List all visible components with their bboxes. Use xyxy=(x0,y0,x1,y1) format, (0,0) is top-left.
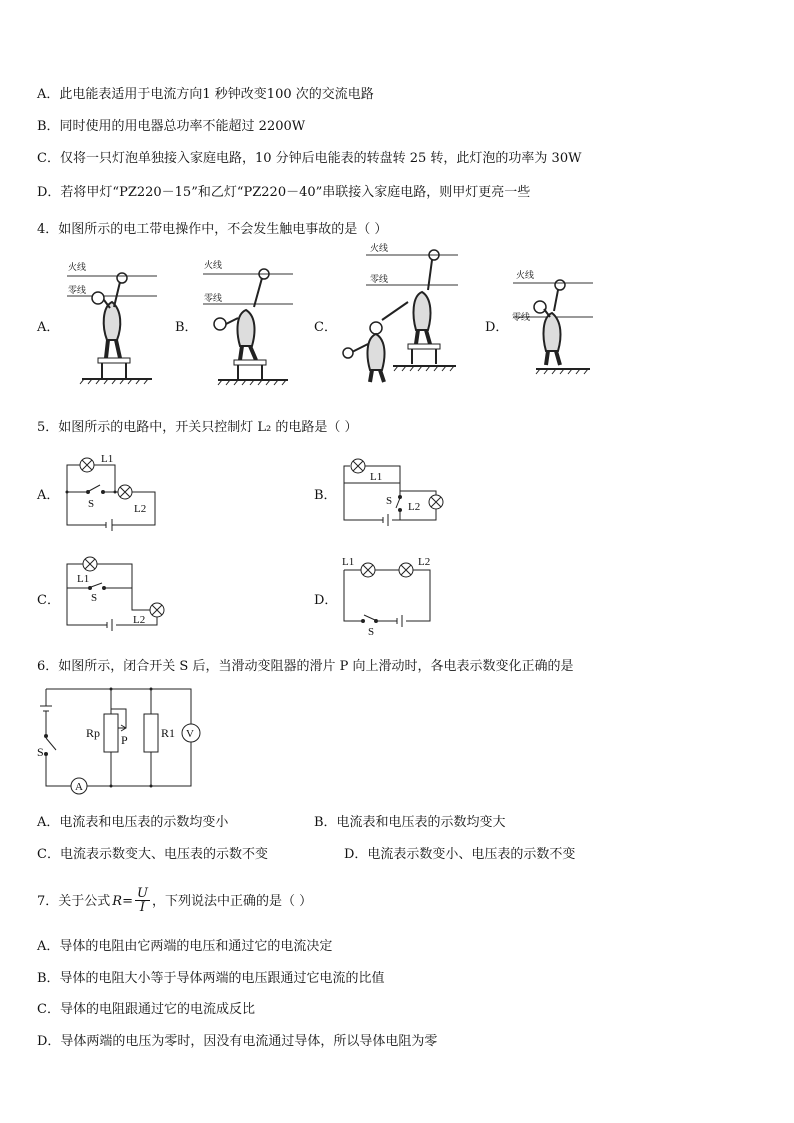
svg-text:A: A xyxy=(75,781,83,793)
svg-text:S: S xyxy=(386,495,393,507)
svg-text:L1: L1 xyxy=(77,573,90,585)
q6-option-c: C．电流表示数变大、电压表的示数不变 xyxy=(37,847,268,862)
q6-option-a: A．电流表和电压表的示数均变小 xyxy=(37,815,229,830)
q5-circuit-a xyxy=(60,450,170,535)
q4-figure-c xyxy=(338,240,463,390)
svg-text:S: S xyxy=(91,592,98,604)
svg-text:Rp: Rp xyxy=(86,726,101,740)
q7-numerator: U xyxy=(136,886,148,901)
q4-label-d: D． xyxy=(485,320,509,335)
q5-label-a: A． xyxy=(37,488,60,503)
q5-circuit-c xyxy=(60,553,175,638)
q4-label-c: C． xyxy=(314,320,337,335)
svg-text:零线: 零线 xyxy=(370,275,389,285)
q4-label-a: A． xyxy=(37,320,60,335)
q5-circuit-b xyxy=(336,448,451,538)
svg-text:L2: L2 xyxy=(134,503,147,515)
q7-stem xyxy=(37,888,312,915)
q7-option-b: B．导体的电阻大小等于导体两端的电压跟通过它电流的比值 xyxy=(37,971,385,986)
svg-text:L1: L1 xyxy=(370,471,383,483)
q6-circuit xyxy=(36,684,216,802)
q6-option-d: D．电流表示数变小、电压表的示数不变 xyxy=(344,847,576,862)
q5-label-d: D． xyxy=(314,593,338,608)
svg-text:P: P xyxy=(121,733,128,747)
q6-stem: 6．如图所示，闭合开关 S 后，当滑动变阻器的滑片 P 向上滑动时，各电表示数变化正确的是 xyxy=(37,659,574,674)
q5-stem: 5．如图所示的电路中，开关只控制灯 L₂ 的电路是（ ） xyxy=(37,420,358,435)
q4-figure-a xyxy=(62,252,162,392)
q4-figure-b xyxy=(198,252,298,392)
q3-option-d: D．若将甲灯“PZ220－15”和乙灯“PZ220－40”串联接入家庭电路，则甲灯更亮一些 xyxy=(37,185,531,200)
svg-text:火线: 火线 xyxy=(68,263,87,273)
svg-text:R1: R1 xyxy=(161,726,176,740)
q3-option-b: B．同时使用的用电器总功率不能超过 2200W xyxy=(37,119,306,134)
q7-denominator: I xyxy=(139,900,146,915)
svg-text:零线: 零线 xyxy=(512,313,531,323)
q3-option-a: A．此电能表适用于电流方向1 秒钟改变100 次的交流电路 xyxy=(37,87,374,102)
q5-label-b: B． xyxy=(314,488,337,503)
svg-text:S: S xyxy=(37,745,44,759)
q7-formula-lhs: R= xyxy=(112,894,133,909)
q4-stem: 4．如图所示的电工带电操作中，不会发生触电事故的是（ ） xyxy=(37,222,388,237)
q4-label-b: B． xyxy=(175,320,198,335)
svg-text:L1: L1 xyxy=(342,556,355,568)
q5-label-c: C． xyxy=(37,593,60,608)
svg-text:火线: 火线 xyxy=(516,271,535,281)
svg-text:火线: 火线 xyxy=(370,244,389,254)
q3-option-c: C．仅将一只灯泡单独接入家庭电路，10 分钟后电能表的转盘转 25 转，此灯泡的功率为 30W xyxy=(37,151,582,166)
svg-text:L2: L2 xyxy=(133,614,146,626)
svg-text:火线: 火线 xyxy=(204,261,223,271)
q7-option-c: C．导体的电阻跟通过它的电流成反比 xyxy=(37,1002,255,1017)
svg-text:S: S xyxy=(368,626,375,638)
q7-stem-prefix: 7．关于公式 xyxy=(37,894,111,909)
svg-text:S: S xyxy=(88,498,95,510)
svg-text:零线: 零线 xyxy=(68,286,87,296)
q7-stem-suffix: ，下列说法中正确的是（ ） xyxy=(151,894,313,909)
svg-text:L2: L2 xyxy=(408,501,421,513)
q5-circuit-d xyxy=(336,553,441,638)
q6-option-b: B．电流表和电压表的示数均变大 xyxy=(314,815,506,830)
q7-option-a: A．导体的电阻由它两端的电压和通过它的电流决定 xyxy=(37,939,333,954)
q7-fraction xyxy=(135,887,150,914)
svg-text:L1: L1 xyxy=(101,453,114,465)
q4-figure-d xyxy=(508,265,598,380)
svg-text:V: V xyxy=(186,728,194,740)
svg-text:L2: L2 xyxy=(418,556,431,568)
q7-option-d: D．导体两端的电压为零时，因没有电流通过导体，所以导体电阻为零 xyxy=(37,1034,438,1049)
svg-text:零线: 零线 xyxy=(204,294,223,304)
